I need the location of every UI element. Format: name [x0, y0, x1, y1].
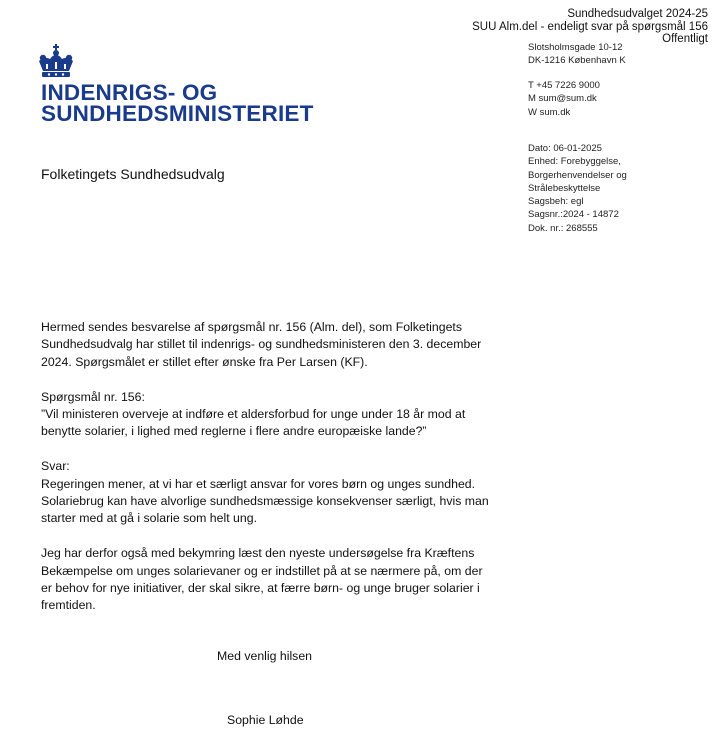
ministry-logo-text: [41, 82, 314, 124]
question-label: Spørgsmål nr. 156:: [41, 389, 145, 404]
address-street: Slotsholmsgade 10-12: [528, 42, 623, 53]
detail-unit-2: Borgerhenvendelser og: [528, 169, 627, 181]
detail-unit-1: Enhed: Forebyggelse,: [528, 156, 621, 168]
ministry-line-1: INDENRIGS- OG: [41, 80, 218, 105]
stamp-status: Offentligt: [662, 33, 708, 45]
contact-block: [528, 79, 600, 119]
answer-label: Svar:: [41, 459, 70, 474]
address-block: [528, 41, 626, 68]
intro-paragraph: Hermed sendes besvarelse af spørgsmål nr. 156 (Alm. del), som Folketingets Sundhedsudvalg har stillet til indenrigs- og sundhedsministeren den 3. december 2024. Spørgsmålet er stillet efter ønske fra Per Larsen (KF).: [41, 320, 482, 369]
detail-unit-3: Strålebeskyttelse: [528, 182, 601, 194]
closing-greeting: Med venlig hilsen: [217, 649, 313, 663]
address-city: DK-1216 København K: [528, 55, 626, 67]
answer-paragraph-2: Jeg har derfor også med bekymring læst den nyeste undersøgelse fra Kræftens Bekæmpelse om unges solarievaner og er indstillet på at se nærmere på, om der er behov for nye initiativer, der skal sikre, at færre børn- og unge bruger solarier i fremtiden.: [41, 546, 483, 613]
detail-case-number: Sagsnr.:2024 - 14872: [528, 209, 619, 221]
ministry-line-2: SUNDHEDSMINISTERIET: [41, 101, 314, 126]
document-stamp: [472, 8, 708, 46]
letter-body: [41, 319, 491, 632]
stamp-reference: SUU Alm.del - endeligt svar på spørgsmål 156: [472, 20, 708, 33]
question-block: [41, 389, 491, 441]
signature-name: Sophie Løhde: [227, 713, 304, 727]
contact-mail: M sum@sum.dk: [528, 93, 597, 105]
answer-block: [41, 458, 491, 528]
stamp-committee: Sundhedsudvalget 2024-25: [567, 8, 708, 20]
crown-icon: [36, 44, 76, 80]
answer-paragraph-1: Regeringen mener, at vi har et særligt ansvar for vores børn og unges sundhed. Solariebrug kan have alvorlige sundhedsmæssige konsekvenser særligt, hvis man starter med at gå i solarie som helt ung.: [41, 476, 489, 526]
detail-doc-number: Dok. nr.: 268555: [528, 222, 598, 234]
question-text: ”Vil ministeren overveje at indføre et aldersforbud for unge under 18 år mod at benytte solarier, i lighed med reglerne i flere andre europæiske lande?”: [41, 407, 466, 439]
contact-phone: T +45 7226 9000: [528, 80, 600, 91]
detail-case-handler: Sagsbeh: egl: [528, 196, 584, 208]
recipient: Folketingets Sundhedsudvalg: [41, 166, 225, 182]
case-details: [528, 142, 627, 235]
detail-date: Dato: 06-01-2025: [528, 143, 602, 154]
contact-web: W sum.dk: [528, 106, 571, 118]
